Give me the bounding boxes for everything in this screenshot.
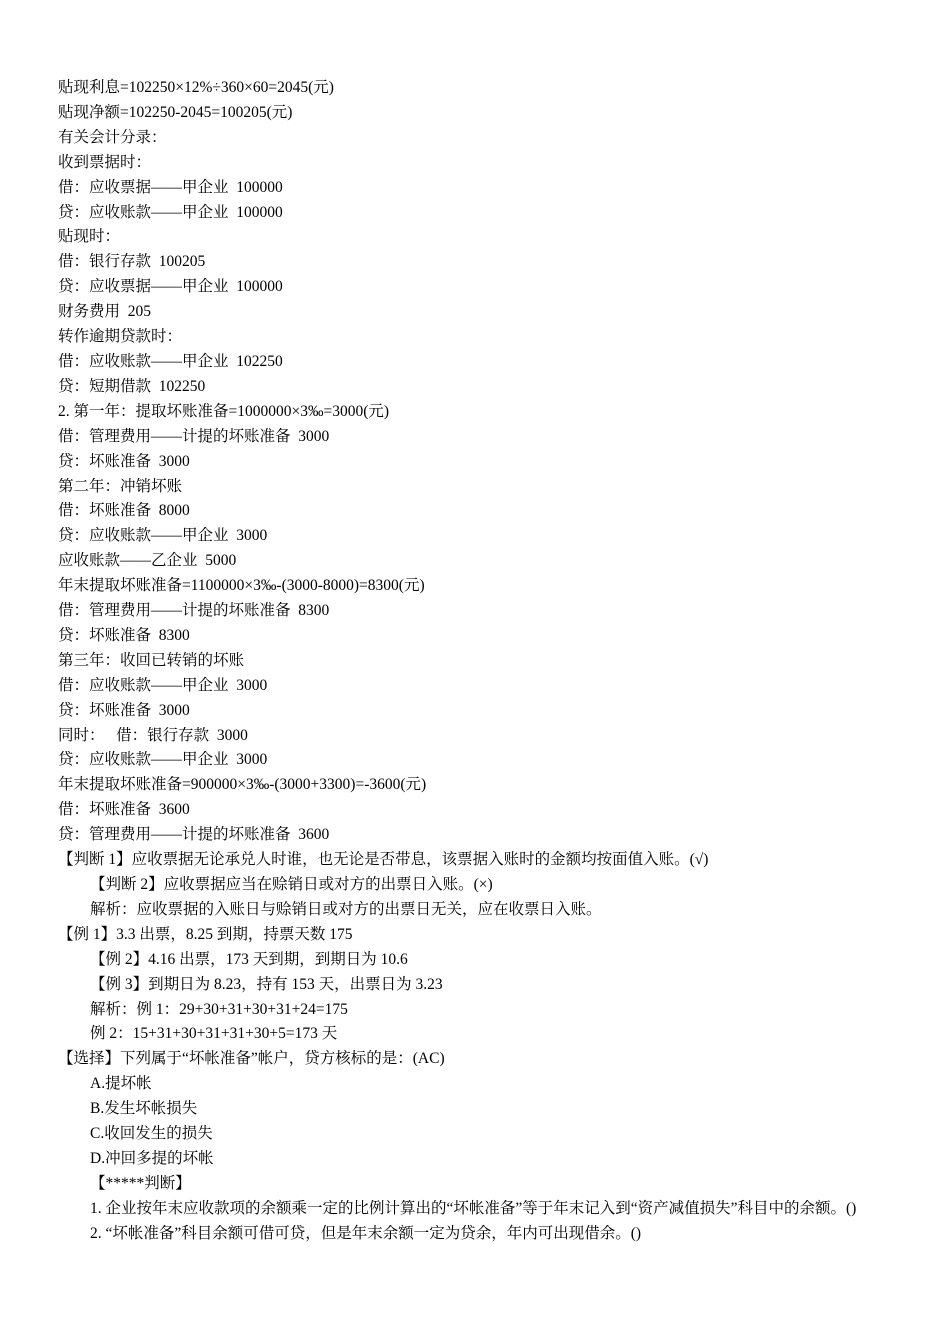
text-line-discount-interest: 贴现利息=102250×12%÷360×60=2045(元) — [58, 79, 334, 96]
text-line: 转作逾期贷款时： — [58, 328, 183, 346]
text-line: 贷：坏账准备 8300 — [58, 626, 190, 644]
text-line: 贴现时： — [58, 228, 121, 246]
text-line: 借：管理费用——计提的坏账准备 3000 — [58, 427, 330, 445]
text-line: 贷：短期借款 102250 — [58, 377, 206, 395]
choice-question: 【选择】下列属于“坏帐准备”帐户，贷方核标的是：(AC) — [58, 1050, 445, 1068]
text-line: 贷：管理费用——计提的坏账准备 3600 — [58, 826, 330, 844]
text-line-discount-net: 贴现净额=102250-2045=100205(元) — [58, 103, 293, 121]
text-line: 贷：应收账款——甲企业 3000 — [58, 527, 268, 545]
text-line-question-2: 2. 第一年：提取坏账准备=1000000×3‰=3000(元) — [58, 402, 390, 420]
text-line-entries-heading: 有关会计分录： — [58, 128, 167, 146]
example-1: 【例 1】3.3 出票，8.25 到期，持票天数 175 — [58, 925, 353, 943]
text-line: 借：坏账准备 3600 — [58, 801, 190, 819]
text-line: 收到票据时： — [58, 153, 152, 171]
judgment-2: 【判断 2】应收票据应当在赊销日或对方的出票日入账。(×) — [90, 876, 493, 893]
text-line: 贷：应收账款——甲企业 100000 — [58, 203, 283, 221]
choice-option-c: C.收回发生的损失 — [90, 1125, 213, 1143]
text-line: 借：应收账款——甲企业 102250 — [58, 352, 283, 370]
example-analysis-2: 例 2：15+31+30+31+31+30+5=173 天 — [90, 1025, 338, 1043]
text-line: 年末提取坏账准备=900000×3‰-(3000+3300)=-3600(元) — [58, 776, 427, 794]
text-line: 第三年：收回已转销的坏账 — [58, 651, 245, 669]
example-2: 【例 2】4.16 出票，173 天到期，到期日为 10.6 — [90, 950, 408, 968]
text-line: 贷：坏账准备 3000 — [58, 701, 190, 719]
example-analysis-1: 解析：例 1：29+30+31+30+31+24=175 — [90, 1000, 348, 1018]
choice-option-b: B.发生坏帐损失 — [90, 1100, 198, 1118]
text-line: 借：应收账款——甲企业 3000 — [58, 676, 268, 694]
text-line: 借：应收票据——甲企业 100000 — [58, 178, 283, 196]
choice-option-a: A.提坏帐 — [90, 1075, 152, 1093]
text-line: 借：管理费用——计提的坏账准备 8300 — [58, 602, 330, 620]
text-line: 借：坏账准备 8000 — [58, 502, 190, 520]
example-3: 【例 3】到期日为 8.23，持有 153 天，出票日为 3.23 — [90, 975, 443, 993]
text-line: 贷：坏账准备 3000 — [58, 452, 190, 470]
text-line: 财务费用 205 — [58, 303, 152, 321]
text-line: 第二年：冲销坏账 — [58, 477, 183, 495]
text-line: 借：银行存款 100205 — [58, 253, 206, 271]
judgment-2-analysis: 解析：应收票据的入账日与赊销日或对方的出票日无关，应在收票日入账。 — [90, 900, 602, 918]
text-line: 同时： 借：银行存款 3000 — [58, 726, 248, 744]
choice-option-d: D.冲回多提的坏帐 — [90, 1149, 214, 1167]
text-line: 应收账款——乙企业 5000 — [58, 552, 237, 570]
text-line: 贷：应收账款——甲企业 3000 — [58, 751, 268, 769]
judgment-statement-2: 2. “坏帐准备”科目余额可借可贷，但是年末余额一定为贷余，年内可出现借余。() — [90, 1224, 642, 1242]
judgment-heading: 【*****判断】 — [90, 1174, 191, 1192]
judgment-statement-1: 1. 企业按年末应收款项的余额乘一定的比例计算出的“坏帐准备”等于年末记入到“资产减值损失”科目中的余额。() — [90, 1199, 857, 1217]
judgment-1: 【判断 1】应收票据无论承兑人时谁，也无论是否带息，该票据入账时的金额均按面值入账。(√) — [58, 851, 709, 869]
document-body — [58, 76, 894, 1247]
text-line: 贷：应收票据——甲企业 100000 — [58, 278, 283, 296]
text-line: 年末提取坏账准备=1100000×3‰-(3000-8000)=8300(元) — [58, 577, 425, 595]
